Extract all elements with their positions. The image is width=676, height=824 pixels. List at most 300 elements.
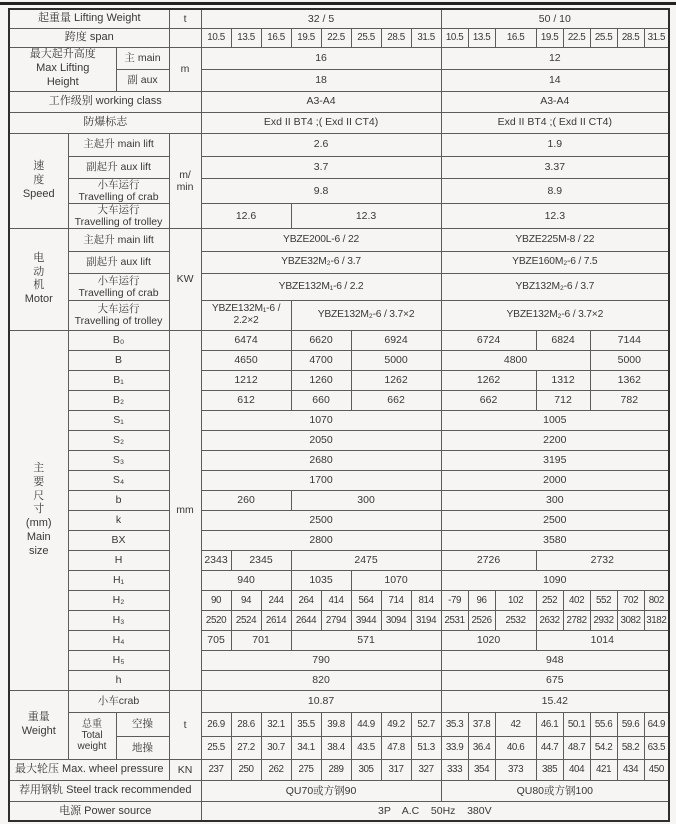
value-cell: 16.5 [261, 28, 291, 47]
value-cell: Exd II BT4 ;( Exd II CT4) [441, 112, 669, 133]
value-cell: 782 [590, 390, 669, 410]
value-cell: 3094 [381, 610, 411, 630]
spec-table [8, 8, 670, 822]
height-aux-sublabel: 副 aux [116, 69, 169, 91]
value-cell: 3.37 [441, 156, 669, 178]
value-cell: 552 [590, 590, 617, 610]
value-cell: 19.5 [291, 28, 321, 47]
size-unit: mm [169, 330, 201, 690]
sublabel-line: 大车运行 [97, 203, 140, 216]
value-cell: 2526 [468, 610, 495, 630]
row-motor-aux-lift [9, 251, 669, 273]
value-cell: 31.5 [644, 28, 669, 47]
value-cell: 244 [261, 590, 291, 610]
weight-di-sublabel: 地操 [116, 736, 169, 759]
value-cell: 10.87 [201, 690, 441, 712]
weight-group [9, 690, 68, 759]
value-cell: 33.9 [441, 736, 468, 759]
value-cell: 12.6 [201, 203, 291, 228]
value-cell: 317 [381, 759, 411, 780]
value-cell: 940 [201, 570, 291, 590]
row-size-H5 [9, 650, 669, 670]
value-cell: 404 [563, 759, 590, 780]
sublabel-line: weight [77, 741, 107, 753]
value-cell: 6924 [351, 330, 441, 350]
value-cell: 790 [201, 650, 441, 670]
max-lifting-height-group [9, 47, 116, 91]
value-cell: 2345 [231, 550, 291, 570]
value-cell: 44.7 [536, 736, 563, 759]
value-cell: 305 [351, 759, 381, 780]
height-unit: m [169, 47, 201, 91]
value-cell: 712 [536, 390, 590, 410]
value-cell: 2726 [441, 550, 536, 570]
weight-unit: t [169, 690, 201, 759]
row-motor-main-lift [9, 228, 669, 251]
row-size-S3 [9, 450, 669, 470]
value-cell: 1005 [441, 410, 669, 430]
group-line: 速 [33, 160, 45, 172]
sublabel-line: Total [81, 730, 103, 742]
speed-main-sublabel: 主起升 main lift [68, 133, 169, 156]
group-line: (mm) [25, 517, 52, 530]
size-symbol: B₁ [68, 370, 169, 390]
speed-group [9, 133, 68, 228]
value-cell: 662 [351, 390, 441, 410]
value-cell: 25.5 [351, 28, 381, 47]
value-cell: 564 [351, 590, 381, 610]
value-cell: 1090 [441, 570, 669, 590]
sublabel-line: 小车运行 [97, 178, 140, 191]
value-cell: Exd II BT4 ;( Exd II CT4) [201, 112, 441, 133]
explosion-mark-label: 防爆标志 [9, 112, 201, 133]
sublabel-line: Travelling of crab [78, 286, 159, 299]
value-cell: 2794 [321, 610, 351, 630]
value-cell: YBZE32M₂-6 / 3.7 [201, 251, 441, 273]
height-main-sublabel: 主 main [116, 47, 169, 69]
value-cell: 1212 [201, 370, 291, 390]
motor-main-sublabel: 主起升 main lift [68, 228, 169, 251]
value-cell: 37.8 [468, 712, 495, 736]
value-cell: 28.5 [381, 28, 411, 47]
row-speed-aux-lift [9, 156, 669, 178]
value-cell: 27.2 [231, 736, 261, 759]
row-speed-trolley [9, 203, 669, 228]
group-line: 寸 [33, 503, 45, 516]
value-cell: 19.5 [536, 28, 563, 47]
value-cell: 14 [441, 69, 669, 91]
group-line: 重量 [27, 711, 50, 723]
size-symbol: k [68, 510, 169, 530]
value-cell: 50.1 [563, 712, 590, 736]
value-cell: 22.5 [321, 28, 351, 47]
value-cell: 4650 [201, 350, 291, 370]
group-line: size [28, 544, 49, 557]
value-cell: YBZE132M₁-6 / 2.2 [201, 273, 441, 300]
value-cell: -79 [441, 590, 468, 610]
value-cell: 50 / 10 [441, 9, 669, 28]
value-cell: A3-A4 [441, 91, 669, 112]
value-cell: 2000 [441, 470, 669, 490]
value-cell: 3580 [441, 530, 669, 550]
lifting-weight-label: 起重量 Lifting Weight [9, 9, 169, 28]
size-symbol: H₃ [68, 610, 169, 630]
value-cell: 7144 [590, 330, 669, 350]
value-cell: 64.9 [644, 712, 669, 736]
size-symbol: b [68, 490, 169, 510]
speed-crab-sublabel [68, 178, 169, 203]
value-cell: 300 [291, 490, 441, 510]
wheel-pressure-label: 最大轮压 Max. wheel pressure [9, 759, 169, 780]
motor-aux-sublabel: 副起升 aux lift [68, 251, 169, 273]
value-cell: 22.5 [563, 28, 590, 47]
value-cell: 36.4 [468, 736, 495, 759]
value-cell: 49.2 [381, 712, 411, 736]
value-cell: 1362 [590, 370, 669, 390]
value-cell: 47.8 [381, 736, 411, 759]
value-cell: 2800 [201, 530, 441, 550]
value-cell: 4700 [291, 350, 351, 370]
value-cell: 3194 [411, 610, 441, 630]
size-symbol: H [68, 550, 169, 570]
group-line: Motor [24, 293, 53, 305]
weight-total-sublabel [68, 712, 116, 759]
value-cell: 40.6 [495, 736, 536, 759]
value-cell: 802 [644, 590, 669, 610]
value-cell: 10.5 [441, 28, 468, 47]
value-cell: 2532 [495, 610, 536, 630]
value-cell: 3182 [644, 610, 669, 630]
value-cell: 373 [495, 759, 536, 780]
sublabel-line: 小车运行 [97, 274, 140, 287]
value-cell: 260 [201, 490, 291, 510]
value-cell: 414 [321, 590, 351, 610]
value-cell: 3944 [351, 610, 381, 630]
value-cell: 6824 [536, 330, 590, 350]
value-cell: QU70或方钢90 [201, 780, 441, 801]
speed-unit [169, 133, 201, 228]
value-cell: YBZ132M₂-6 / 3.7 [441, 273, 669, 300]
row-size-B2 [9, 390, 669, 410]
sublabel-line: 总重 [82, 719, 102, 731]
size-symbol: B [68, 350, 169, 370]
value-cell: 252 [536, 590, 563, 610]
group-line: 动 [33, 265, 45, 278]
row-working-class [9, 91, 669, 112]
value-cell: 39.8 [321, 712, 351, 736]
value-cell: 12 [441, 47, 669, 69]
value-cell: 1.9 [441, 133, 669, 156]
row-size-S1 [9, 410, 669, 430]
group-line: 最大起升高度 [29, 48, 96, 61]
weight-kong-sublabel: 空操 [116, 712, 169, 736]
row-size-H2 [9, 590, 669, 610]
row-size-S4 [9, 470, 669, 490]
sublabel-line: 大车运行 [97, 303, 140, 316]
size-symbol: S₄ [68, 470, 169, 490]
value-cell: 1312 [536, 370, 590, 390]
row-lifting-weight [9, 9, 669, 28]
row-weight-crab [9, 690, 669, 712]
value-cell: 16.5 [495, 28, 536, 47]
value-cell: 31.5 [411, 28, 441, 47]
value-cell: 250 [231, 759, 261, 780]
row-motor-crab [9, 273, 669, 300]
group-line: Height [46, 75, 79, 88]
value-cell: 90 [201, 590, 231, 610]
row-speed-crab [9, 178, 669, 203]
value-cell: 2343 [201, 550, 231, 570]
lifting-weight-unit: t [169, 9, 201, 28]
size-symbol: B₀ [68, 330, 169, 350]
value-cell: 289 [321, 759, 351, 780]
value-cell: 2475 [291, 550, 441, 570]
value-cell: 38.4 [321, 736, 351, 759]
value-cell: 2500 [201, 510, 441, 530]
row-power-source [9, 801, 669, 821]
value-cell: 10.5 [201, 28, 231, 47]
value-cell: 402 [563, 590, 590, 610]
unit-line: m/ [179, 168, 191, 181]
value-cell: 6620 [291, 330, 351, 350]
value-cell: 571 [291, 630, 441, 650]
sublabel-line: Travelling of trolley [74, 315, 163, 328]
value-cell: 662 [441, 390, 536, 410]
value-cell: 2050 [201, 430, 441, 450]
value-cell: YBZE200L-6 / 22 [201, 228, 441, 251]
value-cell: 434 [617, 759, 644, 780]
value-cell: 3082 [617, 610, 644, 630]
row-size-S2 [9, 430, 669, 450]
group-line: 度 [33, 173, 45, 186]
size-symbol: BX [68, 530, 169, 550]
size-symbol: S₁ [68, 410, 169, 430]
value-cell: 675 [441, 670, 669, 690]
value-cell: 714 [381, 590, 411, 610]
value-cell: 1035 [291, 570, 351, 590]
value-cell: 1260 [291, 370, 351, 390]
value-cell: 12.3 [441, 203, 669, 228]
value-cell: 32.1 [261, 712, 291, 736]
value-cell: 4800 [441, 350, 590, 370]
value-cell: 30.7 [261, 736, 291, 759]
value-cell: 2680 [201, 450, 441, 470]
group-line: Weight [21, 724, 56, 737]
value-cell: 3.7 [201, 156, 441, 178]
value-cell: 2500 [441, 510, 669, 530]
value-cell: 2732 [536, 550, 669, 570]
value-cell: 5000 [590, 350, 669, 370]
value-cell: 948 [441, 650, 669, 670]
power-source-label: 电源 Power source [9, 801, 201, 821]
row-motor-trolley [9, 300, 669, 330]
row-span [9, 28, 669, 47]
value-cell: 2200 [441, 430, 669, 450]
row-size-B1 [9, 370, 669, 390]
value-cell: 59.6 [617, 712, 644, 736]
value-cell: 262 [261, 759, 291, 780]
weight-crab-sublabel: 小车crab [68, 690, 169, 712]
row-height-main [9, 47, 669, 69]
value-cell: 44.9 [351, 712, 381, 736]
speed-trolley-sublabel [68, 203, 169, 228]
row-wheel-pressure [9, 759, 669, 780]
value-cell: 2644 [291, 610, 321, 630]
row-size-H3 [9, 610, 669, 630]
group-line: 尺 [33, 489, 45, 502]
value-cell: 26.9 [201, 712, 231, 736]
size-symbol: S₂ [68, 430, 169, 450]
group-line: 要 [33, 475, 45, 488]
value-cell: 28.5 [617, 28, 644, 47]
value-cell: YBZE225M-8 / 22 [441, 228, 669, 251]
value-cell: 52.7 [411, 712, 441, 736]
value-cell: 6724 [441, 330, 536, 350]
power-source-value: 3P A.C 50Hz 380V [201, 801, 669, 821]
value-cell: 701 [231, 630, 291, 650]
row-steel-track [9, 780, 669, 801]
value-cell: YBZE160M₂-6 / 7.5 [441, 251, 669, 273]
value-cell: 1070 [351, 570, 441, 590]
span-unit [169, 28, 201, 47]
size-symbol: B₂ [68, 390, 169, 410]
value-cell: 5000 [351, 350, 441, 370]
row-explosion-mark [9, 112, 669, 133]
value-cell: 2520 [201, 610, 231, 630]
unit-line: min [176, 180, 194, 193]
value-cell: 34.1 [291, 736, 321, 759]
value-cell: 43.5 [351, 736, 381, 759]
value-cell: 1700 [201, 470, 441, 490]
value-cell: 13.5 [468, 28, 495, 47]
value-cell: A3-A4 [201, 91, 441, 112]
value-cell: 705 [201, 630, 231, 650]
value-cell: 15.42 [441, 690, 669, 712]
row-size-H4 [9, 630, 669, 650]
value-cell: 35.3 [441, 712, 468, 736]
value-cell: 102 [495, 590, 536, 610]
value-cell: 9.8 [201, 178, 441, 203]
value-cell: 96 [468, 590, 495, 610]
motor-unit: KW [169, 228, 201, 330]
value-cell: 820 [201, 670, 441, 690]
size-symbol: H₅ [68, 650, 169, 670]
value-cell: 354 [468, 759, 495, 780]
value-cell: 275 [291, 759, 321, 780]
value-cell: 421 [590, 759, 617, 780]
steel-track-label: 荐用钢轨 Steel track recommended [9, 780, 201, 801]
value-cell: 58.2 [617, 736, 644, 759]
value-cell: 63.5 [644, 736, 669, 759]
row-size-k [9, 510, 669, 530]
value-cell: 2531 [441, 610, 468, 630]
size-symbol: S₃ [68, 450, 169, 470]
group-line: 主 [33, 462, 45, 475]
value-cell: 25.5 [590, 28, 617, 47]
value-cell: YBZE132M₁-6 / 2.2×2 [201, 300, 291, 330]
value-cell: 54.2 [590, 736, 617, 759]
value-cell: 702 [617, 590, 644, 610]
value-cell: 8.9 [441, 178, 669, 203]
value-cell: 333 [441, 759, 468, 780]
value-cell: 3195 [441, 450, 669, 470]
value-cell: 28.6 [231, 712, 261, 736]
row-size-B0 [9, 330, 669, 350]
value-cell: 612 [201, 390, 291, 410]
value-cell: 42 [495, 712, 536, 736]
value-cell: YBZE132M₂-6 / 3.7×2 [441, 300, 669, 330]
value-cell: 814 [411, 590, 441, 610]
value-cell: 327 [411, 759, 441, 780]
row-speed-main-lift [9, 133, 669, 156]
value-cell: 2782 [563, 610, 590, 630]
value-cell: 385 [536, 759, 563, 780]
value-cell: YBZE132M₂-6 / 3.7×2 [291, 300, 441, 330]
group-line: Main [26, 530, 51, 543]
size-symbol: h [68, 670, 169, 690]
group-line: 机 [33, 279, 45, 292]
wheel-pressure-unit: KN [169, 759, 201, 780]
row-size-H1 [9, 570, 669, 590]
value-cell: 94 [231, 590, 261, 610]
value-cell: 1262 [351, 370, 441, 390]
value-cell: 2.6 [201, 133, 441, 156]
value-cell: QU80或方钢100 [441, 780, 669, 801]
value-cell: 660 [291, 390, 351, 410]
size-symbol: H₄ [68, 630, 169, 650]
row-size-BX [9, 530, 669, 550]
value-cell: 1262 [441, 370, 536, 390]
value-cell: 46.1 [536, 712, 563, 736]
motor-group [9, 228, 68, 330]
value-cell: 2524 [231, 610, 261, 630]
group-line: Speed [22, 187, 55, 200]
value-cell: 264 [291, 590, 321, 610]
motor-trolley-sublabel [68, 300, 169, 330]
row-size-b [9, 490, 669, 510]
value-cell: 6474 [201, 330, 291, 350]
span-label: 跨度 span [9, 28, 169, 47]
value-cell: 48.7 [563, 736, 590, 759]
row-size-h [9, 670, 669, 690]
row-weight-cab [9, 712, 669, 736]
motor-crab-sublabel [68, 273, 169, 300]
value-cell: 1014 [536, 630, 669, 650]
value-cell: 25.5 [201, 736, 231, 759]
value-cell: 2614 [261, 610, 291, 630]
value-cell: 18 [201, 69, 441, 91]
page-top-rule [0, 2, 676, 5]
value-cell: 13.5 [231, 28, 261, 47]
value-cell: 12.3 [291, 203, 441, 228]
value-cell: 51.3 [411, 736, 441, 759]
value-cell: 450 [644, 759, 669, 780]
row-size-B [9, 350, 669, 370]
sublabel-line: Travelling of crab [78, 190, 159, 203]
speed-aux-sublabel: 副起升 aux lift [68, 156, 169, 178]
value-cell: 1070 [201, 410, 441, 430]
value-cell: 300 [441, 490, 669, 510]
row-size-H [9, 550, 669, 570]
value-cell: 2632 [536, 610, 563, 630]
value-cell: 1020 [441, 630, 536, 650]
value-cell: 55.6 [590, 712, 617, 736]
working-class-label: 工作级别 working class [9, 91, 201, 112]
size-symbol: H₂ [68, 590, 169, 610]
group-line: Max Lifting [36, 62, 90, 75]
value-cell: 237 [201, 759, 231, 780]
value-cell: 35.5 [291, 712, 321, 736]
